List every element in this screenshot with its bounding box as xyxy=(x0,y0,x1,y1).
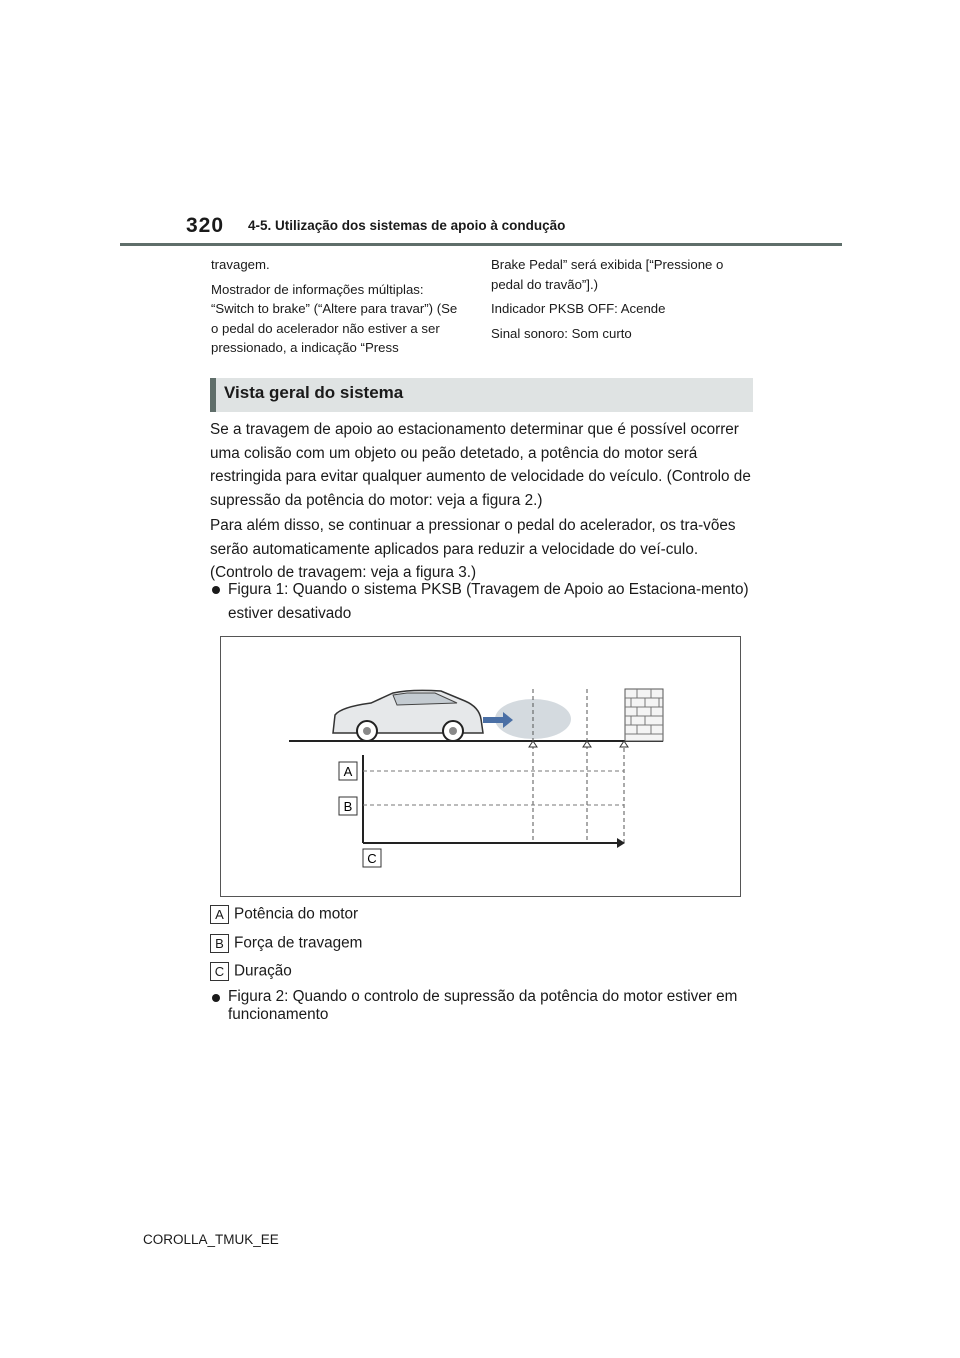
section-heading xyxy=(210,378,753,412)
paragraph-1: Se a travagem de apoio ao estacionamento determinar que é possível ocorrer uma colisão com um objeto ou peão detetado, a potência do motor será restringida para evitar qualquer aumento de velocidade do veículo. (Controlo de supressão da potência do motor: veja a figura 2.) xyxy=(210,421,751,509)
bullet-figure-1 xyxy=(212,578,752,625)
bullet-dot xyxy=(212,994,220,1002)
left-text-1: travagem. xyxy=(211,257,270,272)
heading-text: Vista geral do sistema xyxy=(224,383,404,402)
legend-item-b xyxy=(210,934,362,953)
label-a: A xyxy=(343,764,353,779)
bullet-dot xyxy=(212,586,220,594)
left-text-2: Mostrador de informações múltiplas: “Switch to brake” (“Altere para travar”) (Se o pedal do acelerador não estiver a ser pressionado, a indicação “Press xyxy=(211,281,458,355)
brick-wall xyxy=(625,689,663,741)
legend-text: Potência do motor xyxy=(234,905,359,923)
label-b: B xyxy=(343,799,353,814)
right-column xyxy=(491,255,753,348)
left-column xyxy=(211,255,463,363)
legend-key: C xyxy=(210,962,229,981)
section-title: 4-5. Utilização dos sistemas de apoio à condução xyxy=(248,218,566,233)
car-illustration xyxy=(333,690,483,741)
bullet-text: Figura 2: Quando o controlo de supressão da potência do motor estiver em funcionamento xyxy=(228,988,738,1023)
paragraph-2: Para além disso, se continuar a pressionar o pedal do acelerador, os tra-vões serão automaticamente aplicados para reduzir a velocidade do veí-culo. (Controlo de travagem: veja a figura 3.) xyxy=(210,517,736,581)
page-number: 320 xyxy=(186,214,225,237)
legend-text: Força de travagem xyxy=(234,934,363,952)
figure-diagram xyxy=(220,636,741,897)
diagram-svg xyxy=(221,637,740,896)
bullet-text: Figura 1: Quando o sistema PKSB (Travagem de Apoio ao Estaciona-mento) estiver desativado xyxy=(228,581,749,622)
right-text-3: Sinal sonoro: Som curto xyxy=(491,325,632,341)
heading-accent xyxy=(210,378,216,412)
legend-key: B xyxy=(210,934,229,953)
legend-item-c xyxy=(210,962,292,981)
footer-code: COROLLA_TMUK_EE xyxy=(143,1232,279,1247)
legend-text: Duração xyxy=(234,962,292,980)
legend-key: A xyxy=(210,905,229,924)
label-c: C xyxy=(367,851,377,866)
bullet-figure-2 xyxy=(212,988,752,1024)
right-text-1: Brake Pedal” será exibida [“Pressione o pedal do travão”].) xyxy=(491,257,724,292)
legend-item-a xyxy=(210,905,358,924)
header-rule xyxy=(120,243,842,246)
right-text-2: Indicador PKSB OFF: Acende xyxy=(491,301,666,316)
